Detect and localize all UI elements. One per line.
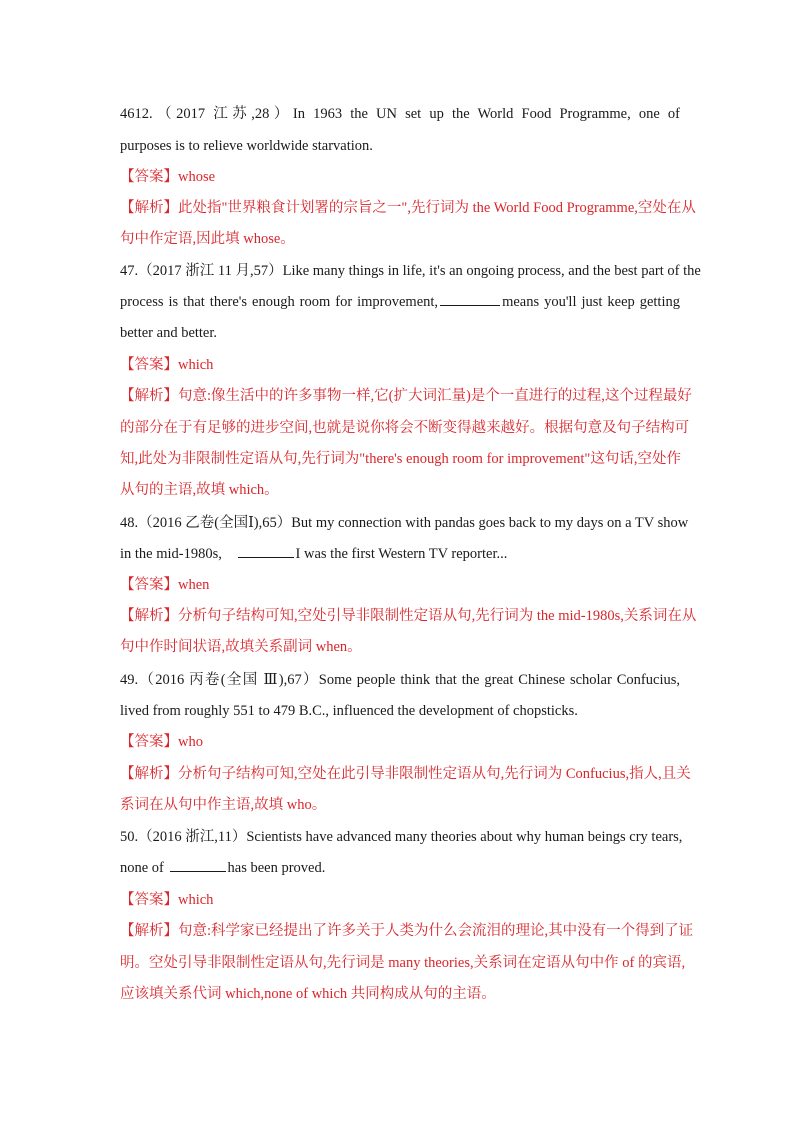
- question-47-line-3: better and better.: [120, 325, 218, 341]
- answer-blank: [170, 859, 226, 872]
- answer-blank: [440, 293, 500, 306]
- analysis-48-line-1: 【解析】分析句子结构可知,空处引导非限制性定语从句,先行词为 the mid-1980s,关系词在从: [120, 608, 697, 624]
- analysis-50-line-1: 【解析】句意:科学家已经提出了许多关于人类为什么会流泪的理论,其中没有一个得到了证: [120, 923, 694, 939]
- question-50-line-2-part-b: has been proved.: [227, 860, 326, 876]
- answer-49: 【答案】who: [120, 734, 203, 750]
- answer-48: 【答案】when: [120, 577, 210, 593]
- analysis-47-line-1: 【解析】句意:像生活中的许多事物一样,它(扩大词汇量)是个一直进行的过程,这个过程最好: [120, 388, 692, 404]
- question-50-line-2: [120, 858, 680, 878]
- question-48-line-1: 48.（2016 乙卷(全国Ⅰ),65）But my connection with pandas goes back to my days on a TV show: [120, 515, 689, 531]
- question-50-line-1: 50.（2016 浙江,11）Scientists have advanced many theories about why human beings cry tears,: [120, 829, 683, 845]
- answer-50: 【答案】which: [120, 892, 214, 908]
- question-50-line-2-part-a: none of: [120, 860, 164, 876]
- analysis-4612-line-1: 【解析】此处指"世界粮食计划署的宗旨之一",先行词为 the World Food Programme,空处在从: [120, 200, 696, 216]
- question-47-line-2: [120, 292, 680, 312]
- analysis-47-line-4: 从句的主语,故填 which。: [120, 482, 279, 498]
- question-47-line-1: 47.（2017 浙江 11 月,57）Like many things in life, it's an ongoing process, and the best part of the: [120, 263, 701, 279]
- analysis-50-line-3: 应该填关系代词 which,none of which 共同构成从句的主语。: [120, 986, 496, 1002]
- question-48-line-2-part-b: I was the first Western TV reporter...: [295, 546, 508, 562]
- question-47-line-2-part-a: process is that there's enough room for improvement,: [120, 294, 439, 310]
- question-49-line-1: 49.（2016 丙卷(全国 Ⅲ),67）Some people think that the great Chinese scholar Confucius,: [120, 672, 680, 688]
- question-47-line-2-part-b: means you'll just keep getting: [502, 294, 680, 310]
- analysis-47-line-2: 的部分在于有足够的进步空间,也就是说你将会不断变得越来越好。根据句意及句子结构可: [120, 420, 690, 436]
- analysis-47-line-3: 知,此处为非限制性定语从句,先行词为"there's enough room for improvement"这句话,空处作: [120, 451, 681, 467]
- question-4612-line-2: purposes is to relieve worldwide starvation.: [120, 138, 373, 154]
- answer-4612: 【答案】whose: [120, 169, 216, 185]
- question-48-line-2-part-a: in the mid-1980s,: [120, 546, 222, 562]
- question-4612-line-1: 4612.（2017 江苏,28）In 1963 the UN set up the World Food Programme, one of: [120, 106, 680, 122]
- question-48-line-2: [120, 544, 680, 564]
- answer-47: 【答案】which: [120, 357, 214, 373]
- analysis-49-line-1: 【解析】分析句子结构可知,空处在此引导非限制性定语从句,先行词为 Confucius,指人,且关: [120, 766, 691, 782]
- question-49-line-2: lived from roughly 551 to 479 B.C., influenced the development of chopsticks.: [120, 703, 578, 719]
- answer-blank: [238, 545, 294, 558]
- analysis-50-line-2: 明。空处引导非限制性定语从句,先行词是 many theories,关系词在定语从句中作 of 的宾语,: [120, 955, 686, 971]
- analysis-49-line-2: 系词在从句中作主语,故填 who。: [120, 797, 327, 813]
- analysis-48-line-2: 句中作时间状语,故填关系副词 when。: [120, 639, 362, 655]
- analysis-4612-line-2: 句中作定语,因此填 whose。: [120, 231, 295, 247]
